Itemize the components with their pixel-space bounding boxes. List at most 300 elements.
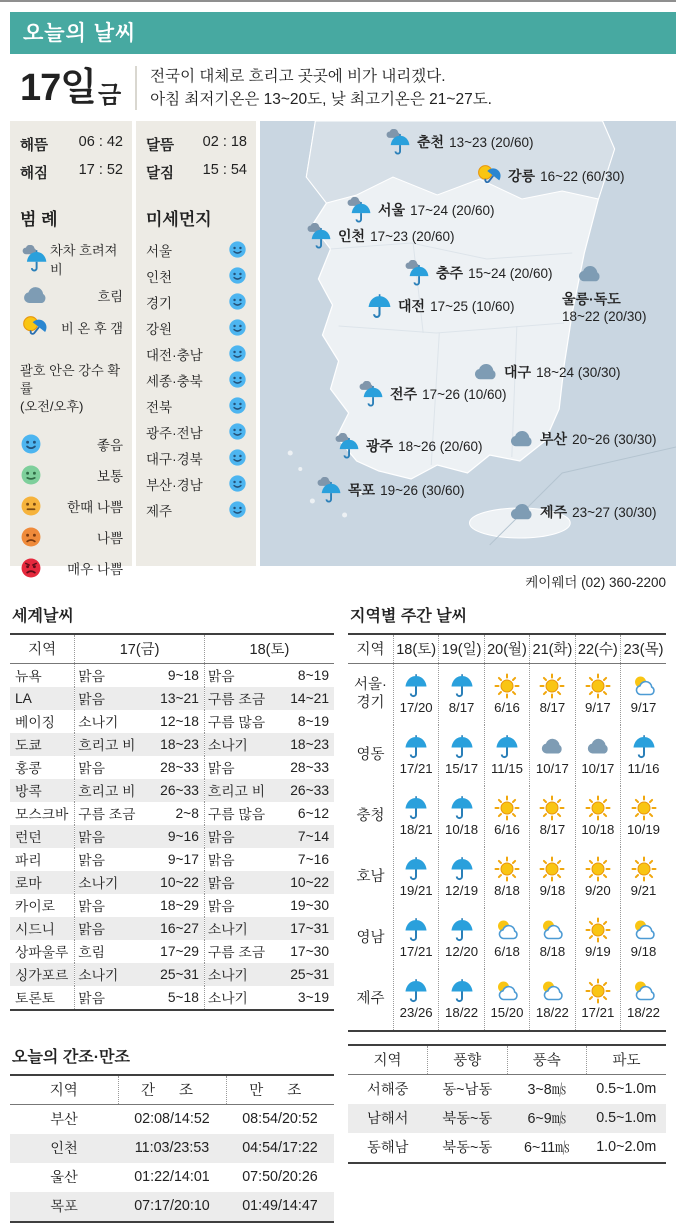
temp-cell: 26~33 <box>290 782 329 798</box>
temp-range: 8/18 <box>539 944 566 959</box>
temp-range: 8/17 <box>539 822 566 837</box>
temp-range: 16~22 (60/30) <box>540 168 625 184</box>
dust-row <box>146 292 247 312</box>
table-row <box>10 802 334 825</box>
temp-cell: 3~19 <box>297 989 329 1005</box>
forecast-cell <box>484 725 529 786</box>
dust-row <box>146 448 247 468</box>
temp-range: 8/17 <box>448 700 475 715</box>
table-header-row <box>10 634 334 664</box>
temp-range: 17~24 (20/60) <box>410 202 495 218</box>
weekly-weather-section <box>348 603 666 1032</box>
temp-range: 10/18 <box>581 822 615 837</box>
region-name: 호남 <box>356 868 385 885</box>
weekly-weather-title: 지역별 주간 날씨 <box>350 607 468 625</box>
col-day: 23(목) <box>621 634 666 664</box>
region-name: 인천 <box>50 1141 78 1157</box>
temp-range: 17/21 <box>399 761 433 776</box>
temp-range: 8/18 <box>494 883 520 898</box>
weather-icon <box>494 917 520 943</box>
weather-cell: 맑음 <box>204 756 269 779</box>
city-name: 홍콩 <box>15 761 42 776</box>
temp-range: 15~24 (20/60) <box>468 265 553 281</box>
temp-range: 10/17 <box>535 761 569 776</box>
weather-icon <box>494 856 520 882</box>
weather-cell: 맑음 <box>75 756 140 779</box>
forecast-cell <box>393 847 438 908</box>
forecast-cell <box>484 663 529 725</box>
col-region: 지역 <box>10 1075 118 1105</box>
dust-row <box>146 370 247 390</box>
sunset-row <box>20 162 123 183</box>
table-row <box>10 848 334 871</box>
map-marker-ulleung-dokdo <box>562 261 646 324</box>
table-row <box>348 847 666 908</box>
weather-cell: 소나기 <box>204 733 269 756</box>
region-name: 울산 <box>50 1170 78 1186</box>
city-name: 목포 <box>348 482 376 498</box>
sunrise-label: 해뜸 <box>20 137 49 154</box>
temp-cell: 26~33 <box>160 782 199 798</box>
map-marker-seoul <box>346 197 495 224</box>
city-name: 부산 <box>540 431 568 447</box>
weather-cell: 소나기 <box>75 710 140 733</box>
temp-range: 17/21 <box>581 1005 615 1020</box>
note-line-1: 괄호 안은 강수 확률 <box>20 362 121 396</box>
moonset-row <box>146 162 247 183</box>
legend-item <box>20 282 123 310</box>
region-name: 부산·경남 <box>146 477 203 493</box>
region-name: 서울·경기 <box>354 676 387 711</box>
forecast-cell <box>393 908 438 969</box>
forecast-cell <box>530 908 575 969</box>
city-name: 모스크바 <box>15 807 69 822</box>
temp-range: 15/17 <box>445 761 479 776</box>
level-label: 좋음 <box>96 437 123 453</box>
air-quality-level <box>20 495 123 517</box>
forecast-cell <box>393 786 438 847</box>
forecast-cell <box>621 725 666 786</box>
weather-icon <box>585 734 611 760</box>
weather-icon <box>494 734 520 760</box>
temp-range: 17~23 (20/60) <box>370 228 455 244</box>
dust-row <box>146 240 247 260</box>
weather-icon <box>539 795 565 821</box>
table-header-row <box>348 634 666 664</box>
city-name: 전주 <box>390 386 418 402</box>
temp-range: 17~26 (10/60) <box>422 386 507 402</box>
weather-icon <box>494 978 520 1004</box>
temp-range: 18/22 <box>627 1005 661 1020</box>
summary-line-1: 전국이 대체로 흐리고 곳곳에 비가 내리겠다. <box>150 68 446 85</box>
top-rule <box>0 0 676 2</box>
world-weather-section <box>10 603 334 1032</box>
dust-row <box>146 344 247 364</box>
air-quality-verybad-icon <box>20 557 42 579</box>
forecast-cell <box>439 847 484 908</box>
temp-range: 11/15 <box>490 761 523 776</box>
cloud-rain-icon <box>306 223 333 250</box>
temp-range: 9/21 <box>630 883 657 898</box>
weather-cell: 맑음 <box>75 687 140 710</box>
city-name: 뉴욕 <box>15 669 42 684</box>
low-tide-times: 11:03/23:53 <box>134 1140 210 1156</box>
temp-range: 23/26 <box>399 1005 433 1020</box>
weather-cell: 흐림 <box>75 940 140 963</box>
temp-cell: 19~30 <box>290 897 329 913</box>
low-tide-times: 02:08/14:52 <box>134 1111 210 1127</box>
level-label: 한때 나쁨 <box>67 499 123 515</box>
table-row <box>10 687 334 710</box>
temp-range: 6/16 <box>494 700 520 715</box>
region-name: 부산 <box>50 1112 78 1128</box>
temp-range: 20~26 (30/30) <box>572 431 657 447</box>
tide-title: 오늘의 간조·만조 <box>12 1048 130 1066</box>
low-tide-times: 07:17/20:10 <box>134 1198 210 1214</box>
weather-icon <box>585 673 611 699</box>
forecast-cell <box>484 847 529 908</box>
region-name: 서울 <box>146 243 173 259</box>
table-row <box>348 725 666 786</box>
cloud-rain-icon <box>20 245 50 273</box>
sun-umbrella-icon <box>20 314 50 342</box>
temp-range: 12/19 <box>445 883 479 898</box>
temp-cell: 16~27 <box>160 920 199 936</box>
temp-range: 13~23 (20/60) <box>449 134 534 150</box>
weather-icon <box>631 673 657 699</box>
high-tide-times: 07:50/20:26 <box>242 1169 318 1185</box>
air-quality-attimes-bad-icon <box>20 495 42 517</box>
dust-title: 미세먼지 <box>146 209 212 229</box>
city-name: LA <box>15 690 32 706</box>
temp-cell: 17~31 <box>290 920 329 936</box>
weather-icon <box>585 856 611 882</box>
dust-row <box>146 318 247 338</box>
legend-item <box>20 240 123 278</box>
temp-range: 23~27 (30/30) <box>572 504 657 520</box>
temp-range: 19~26 (30/60) <box>380 482 465 498</box>
weather-cell: 소나기 <box>204 917 269 940</box>
region-name: 대전·충남 <box>146 347 203 363</box>
air-quality-good-icon <box>228 422 247 441</box>
temp-cell: 18~23 <box>160 736 199 752</box>
city-name: 서울 <box>378 202 406 218</box>
col-region: 지역 <box>10 634 75 664</box>
weather-icon <box>631 978 657 1004</box>
note-line-2: (오전/오후) <box>20 399 84 415</box>
table-row <box>348 1074 666 1104</box>
temp-range: 9/18 <box>539 883 566 898</box>
city-name: 방콕 <box>15 784 42 799</box>
table-row <box>10 663 334 687</box>
cloud-rain-icon <box>316 477 343 504</box>
forecast-cell <box>621 908 666 969</box>
forecast-cell <box>439 786 484 847</box>
temp-range: 17~25 (10/60) <box>430 298 515 314</box>
forecast-cell <box>439 663 484 725</box>
weather-icon <box>494 795 520 821</box>
weather-cell: 구름 조금 <box>204 687 269 710</box>
city-name: 싱가포르 <box>15 968 69 983</box>
forecast-cell <box>575 663 620 725</box>
temp-range: 8/17 <box>539 700 566 715</box>
city-name: 춘천 <box>417 134 445 150</box>
weather-cell: 구름 조금 <box>75 802 140 825</box>
region-name: 영남 <box>356 929 385 946</box>
weather-cell: 맑음 <box>204 871 269 894</box>
high-tide-times: 01:49/14:47 <box>242 1198 318 1214</box>
temp-range: 11/16 <box>627 761 660 776</box>
weather-icon <box>631 795 657 821</box>
weather-cell: 구름 많음 <box>204 802 269 825</box>
page-title: 오늘의 날씨 <box>10 12 676 54</box>
weather-map <box>260 121 676 566</box>
cloud-icon <box>508 499 535 526</box>
dust-row <box>146 396 247 416</box>
temp-cell: 14~21 <box>290 690 329 706</box>
moonset-label: 달짐 <box>146 165 175 182</box>
table-header-row <box>348 1045 666 1075</box>
precip-note <box>20 362 123 417</box>
forecast-cell <box>484 786 529 847</box>
weather-icon <box>631 856 657 882</box>
cloud-rain-icon <box>404 260 431 287</box>
map-marker-gangneung <box>476 163 625 190</box>
region-name: 서해중 <box>367 1082 409 1098</box>
air-quality-normal-icon <box>20 464 42 486</box>
weather-icon <box>449 856 475 882</box>
weather-icon <box>539 917 565 943</box>
weather-icon <box>403 856 429 882</box>
date-day: 17일 <box>20 67 96 110</box>
temp-range: 10/17 <box>581 761 615 776</box>
table-row <box>10 710 334 733</box>
weather-cell: 맑음 <box>75 663 140 687</box>
tide-table <box>10 1074 334 1223</box>
dust-column <box>136 121 256 566</box>
weather-cell: 흐리고 비 <box>75 779 140 802</box>
weekly-weather-table <box>348 633 666 1032</box>
weather-icon <box>449 795 475 821</box>
region-name: 영동 <box>356 746 385 763</box>
wind-direction: 북동~동 <box>442 1111 493 1127</box>
map-marker-mokpo <box>316 477 465 504</box>
air-quality-good-icon <box>228 448 247 467</box>
weather-icon <box>539 673 565 699</box>
weather-icon <box>449 978 475 1004</box>
temp-cell: 9~16 <box>167 828 199 844</box>
map-marker-chungju <box>404 260 553 287</box>
forecast-cell <box>575 969 620 1031</box>
air-quality-good-icon <box>228 240 247 259</box>
table-row <box>10 1104 334 1134</box>
temp-cell: 2~8 <box>175 805 199 821</box>
wind-speed: 3~8㎧ <box>527 1082 567 1098</box>
world-weather-table <box>10 633 334 1011</box>
region-name: 목포 <box>50 1199 78 1215</box>
table-row <box>348 786 666 847</box>
weather-cell: 맑음 <box>204 663 269 687</box>
map-marker-jeonju <box>358 381 507 408</box>
temp-range: 9/17 <box>630 700 657 715</box>
temp-cell: 5~18 <box>167 989 199 1005</box>
city-name: 제주 <box>540 504 568 520</box>
forecast-cell <box>484 969 529 1031</box>
dust-row <box>146 474 247 494</box>
table-row <box>10 963 334 986</box>
high-tide-times: 08:54/20:52 <box>242 1111 318 1127</box>
air-quality-bad-icon <box>20 526 42 548</box>
city-name: 상파울루 <box>15 945 69 960</box>
wave-height: 0.5~1.0m <box>596 1110 657 1126</box>
wave-height: 1.0~2.0m <box>596 1139 657 1155</box>
table-row <box>10 917 334 940</box>
temp-range: 10/19 <box>627 822 661 837</box>
map-marker-incheon <box>306 223 455 250</box>
forecast-cell <box>575 786 620 847</box>
region-name: 경기 <box>146 295 173 311</box>
air-quality-good-icon <box>228 396 247 415</box>
region-name: 대구·경북 <box>146 451 203 467</box>
temp-cell: 25~31 <box>290 966 329 982</box>
city-name: 광주 <box>366 438 394 454</box>
weather-icon <box>403 917 429 943</box>
city-name: 토론토 <box>15 991 55 1006</box>
temp-cell: 28~33 <box>290 759 329 775</box>
air-quality-good-icon <box>228 344 247 363</box>
weather-cell: 맑음 <box>75 848 140 871</box>
cloud-icon <box>576 261 603 288</box>
temp-range: 9/18 <box>630 944 657 959</box>
weather-cell: 소나기 <box>204 963 269 986</box>
world-weather-title: 세계날씨 <box>12 607 74 625</box>
temp-range: 12/20 <box>445 944 479 959</box>
cloud-rain-icon <box>346 197 373 224</box>
temp-range: 9/20 <box>584 883 611 898</box>
legend-item <box>20 314 123 342</box>
rain-icon <box>366 293 393 320</box>
forecast-cell <box>575 847 620 908</box>
city-name: 도쿄 <box>15 738 42 753</box>
region-name: 인천 <box>146 269 173 285</box>
map-marker-busan <box>508 426 657 453</box>
temp-cell: 8~19 <box>297 713 329 729</box>
city-name: 런던 <box>15 830 42 845</box>
moonrise-time: 02 : 18 <box>202 133 247 150</box>
dust-row <box>146 422 247 442</box>
col-low-tide: 간 조 <box>118 1075 226 1105</box>
weather-icon <box>494 673 520 699</box>
weather-icon <box>539 978 565 1004</box>
legend-title: 범 례 <box>20 209 58 229</box>
weather-icon <box>449 673 475 699</box>
region-name: 세종·충북 <box>146 373 203 389</box>
weather-cell: 구름 조금 <box>204 940 269 963</box>
weather-cell: 맑음 <box>75 894 140 917</box>
region-name: 제주 <box>356 990 385 1007</box>
city-name: 카이로 <box>15 899 55 914</box>
weather-icon <box>449 734 475 760</box>
col-day1: 17(금) <box>75 634 205 664</box>
weather-icon <box>631 734 657 760</box>
forecast-cell <box>621 969 666 1031</box>
temp-range: 17/21 <box>399 944 433 959</box>
map-marker-jeju <box>508 499 657 526</box>
table-row <box>10 940 334 963</box>
map-marker-daejeon <box>366 293 515 320</box>
weather-icon <box>403 978 429 1004</box>
weather-icon <box>403 673 429 699</box>
city-name: 베이징 <box>15 715 55 730</box>
table-row <box>348 1104 666 1133</box>
col-region: 지역 <box>348 1045 428 1075</box>
temp-range: 18/22 <box>445 1005 479 1020</box>
cloud-rain-icon <box>358 381 385 408</box>
table-row <box>10 1163 334 1192</box>
level-label: 나쁨 <box>96 530 123 546</box>
air-quality-level <box>20 557 123 579</box>
table-row <box>10 756 334 779</box>
wind-speed: 6~9㎧ <box>527 1111 567 1127</box>
weather-icon <box>449 917 475 943</box>
temp-range: 9/17 <box>584 700 611 715</box>
sunset-label: 해짐 <box>20 165 49 182</box>
air-quality-level <box>20 526 123 548</box>
col-day: 18(토) <box>393 634 438 664</box>
sunset-time: 17 : 52 <box>78 161 123 178</box>
air-quality-good-icon <box>228 474 247 493</box>
forecast-header <box>0 54 676 121</box>
air-quality-good-icon <box>228 292 247 311</box>
temp-range: 18~26 (20/60) <box>398 438 483 454</box>
weather-icon <box>539 856 565 882</box>
weather-panel <box>10 121 676 577</box>
city-name: 로마 <box>15 876 42 891</box>
forecast-summary <box>150 65 492 112</box>
weather-icon <box>585 795 611 821</box>
weather-cell: 맑음 <box>75 986 140 1010</box>
forecast-cell <box>621 847 666 908</box>
city-name: 충주 <box>436 265 464 281</box>
weather-cell: 맑음 <box>204 825 269 848</box>
sunrise-time: 06 : 42 <box>78 133 123 150</box>
temp-range: 15/20 <box>490 1005 524 1020</box>
low-tide-times: 01:22/14:01 <box>134 1169 210 1185</box>
cloud-rain-icon <box>385 129 412 156</box>
moonrise-label: 달뜸 <box>146 137 175 154</box>
forecast-cell <box>439 969 484 1031</box>
cloud-icon <box>508 426 535 453</box>
marine-section <box>348 1044 666 1223</box>
legend-label: 차차 흐려져 비 <box>50 242 118 277</box>
city-name: 시드니 <box>15 922 55 937</box>
temp-cell: 18~23 <box>290 736 329 752</box>
date-weekday: 금 <box>97 81 122 109</box>
summary-line-2: 아침 최저기온은 13~20도, 낮 최고기온은 21~27도. <box>150 91 492 109</box>
forecast-cell <box>530 847 575 908</box>
temp-cell: 13~21 <box>160 690 199 706</box>
legend-label: 비 온 후 갬 <box>61 321 123 336</box>
forecast-cell <box>393 969 438 1031</box>
col-wind-speed: 풍속 <box>507 1045 587 1075</box>
weather-icon <box>585 917 611 943</box>
cloud-icon <box>20 282 50 310</box>
air-quality-level <box>20 464 123 486</box>
table-row <box>348 663 666 725</box>
temp-range: 18/21 <box>399 822 433 837</box>
table-row <box>10 871 334 894</box>
air-quality-good-icon <box>228 370 247 389</box>
